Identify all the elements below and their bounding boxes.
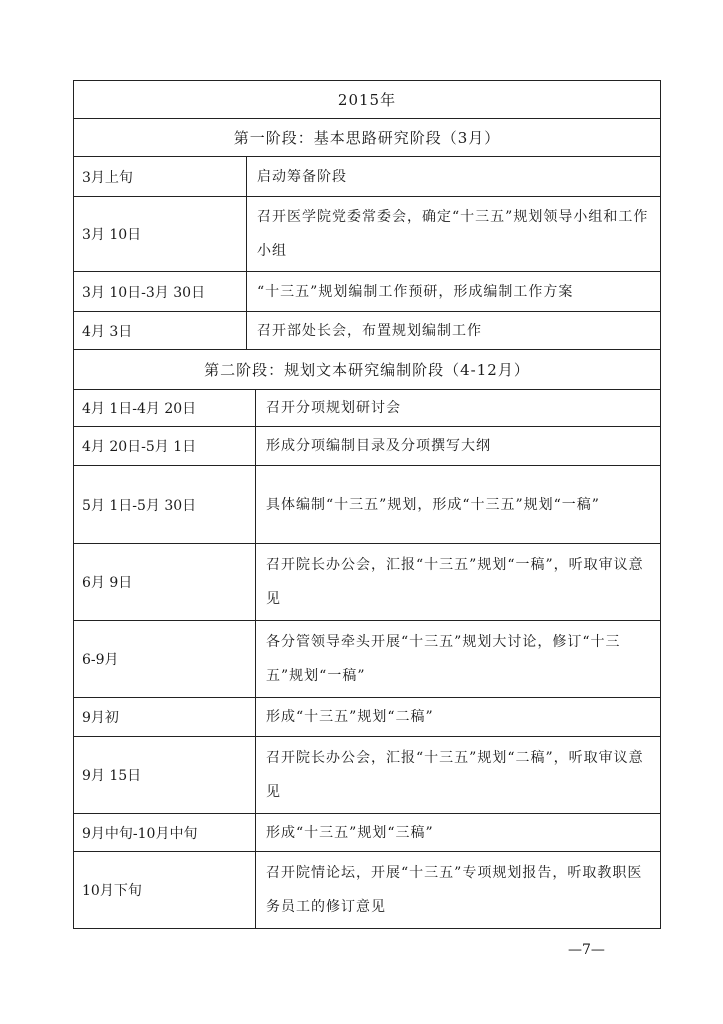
stage1-header-row — [74, 118, 660, 156]
description-cell: 召开医学院党委常委会，确定“十三五”规划领导小组和工作小组 — [257, 209, 649, 259]
date-cell: 10月下旬 — [74, 852, 256, 928]
stage1-title: 第一阶段：基本思路研究阶段（3月） — [233, 129, 501, 147]
year-title: 2015年 — [337, 91, 397, 109]
description-cell: 各分管领导牵头开展“十三五”规划大讨论，修订“十三五”规划“一稿” — [266, 634, 621, 684]
table-row — [74, 389, 660, 426]
table-row — [74, 311, 660, 349]
date-cell: 4月 20日-5月 1日 — [74, 427, 256, 465]
date-cell: 9月中旬-10月中旬 — [74, 814, 256, 851]
description-cell: 启动筹备阶段 — [257, 168, 347, 185]
schedule-table — [73, 80, 661, 929]
date-cell: 9月 15日 — [74, 737, 256, 813]
stage2-header-row — [74, 349, 660, 389]
date-cell: 9月初 — [74, 698, 256, 736]
description-cell: “十三五”规划编制工作预研，形成编制工作方案 — [257, 283, 574, 300]
date-cell: 4月 3日 — [74, 312, 247, 349]
description-cell: 召开分项规划研讨会 — [266, 400, 401, 416]
date-cell: 4月 1日-4月 20日 — [74, 390, 256, 426]
table-row — [74, 271, 660, 311]
table-row — [74, 426, 660, 465]
table-row — [74, 465, 660, 543]
table-row — [74, 543, 660, 620]
date-cell: 3月 10日 — [74, 197, 247, 271]
date-cell: 3月 10日-3月 30日 — [74, 272, 247, 311]
description-cell: 具体编制“十三五”规划，形成“十三五”规划“一稿” — [266, 496, 600, 513]
page-number: —7— — [568, 942, 605, 958]
stage2-title: 第二阶段：规划文本研究编制阶段（4-12月） — [204, 361, 530, 379]
description-cell: 召开部处长会，布置规划编制工作 — [257, 322, 482, 339]
table-row — [74, 156, 660, 196]
table-row — [74, 813, 660, 851]
date-cell: 3月上旬 — [74, 157, 247, 196]
year-header-row — [74, 81, 660, 118]
description-cell: 形成分项编制目录及分项撰写大纲 — [266, 438, 491, 454]
table-row — [74, 620, 660, 697]
description-cell: 形成“十三五”规划“二稿” — [266, 709, 434, 725]
date-cell: 6-9月 — [74, 621, 256, 697]
date-cell: 5月 1日-5月 30日 — [74, 466, 256, 543]
table-row — [74, 736, 660, 813]
description-cell: 召开院长办公会，汇报“十三五”规划“二稿”，听取审议意见 — [266, 750, 644, 800]
description-cell: 形成“十三五”规划“三稿” — [266, 824, 434, 841]
table-row — [74, 196, 660, 271]
table-row — [74, 697, 660, 736]
table-row — [74, 851, 660, 928]
description-cell: 召开院长办公会，汇报“十三五”规划“一稿”，听取审议意见 — [266, 557, 644, 607]
date-cell: 6月 9日 — [74, 544, 256, 620]
description-cell: 召开院情论坛，开展“十三五”专项规划报告，听取教职医务员工的修订意见 — [266, 865, 643, 915]
